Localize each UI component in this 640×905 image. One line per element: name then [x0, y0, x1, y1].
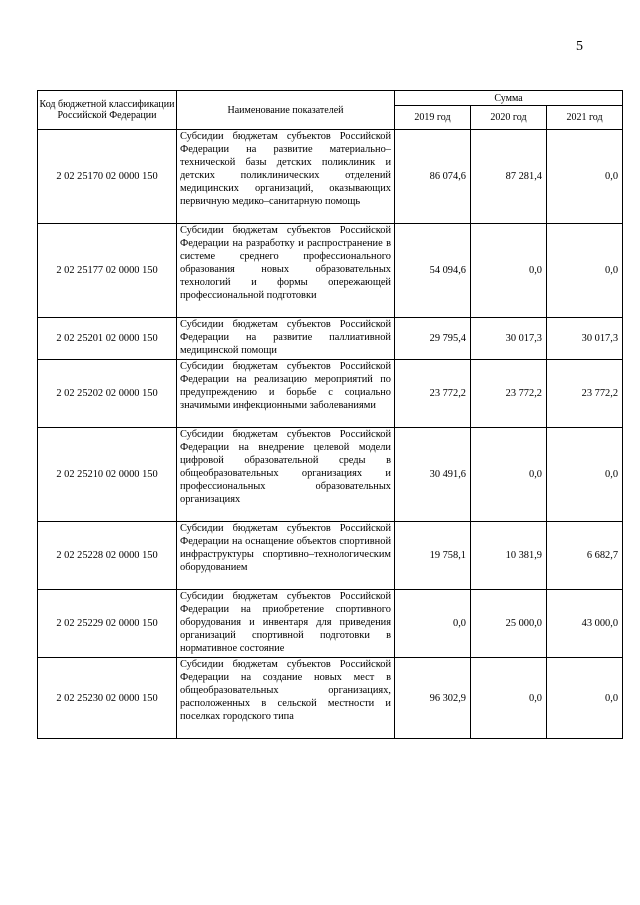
header-name: Наименование показателей [177, 91, 395, 130]
header-year-2021: 2021 год [547, 106, 623, 130]
value-2020: 23 772,2 [471, 360, 547, 428]
value-2019: 96 302,9 [395, 658, 471, 739]
table-row [38, 130, 623, 224]
row-name: Субсидии бюджетам субъектов Российской Федерации на развитие материально–технической базы детских поликлиник и детских поликлинических отделений медицинских организаций, оказывающих первичную медико–санитарную помощь [177, 130, 395, 224]
row-name: Субсидии бюджетам субъектов Российской Федерации на реализацию мероприятий по предупреждению и борьбе с социально значимыми инфекционными заболеваниями [177, 360, 395, 428]
row-code: 2 02 25210 02 0000 150 [38, 428, 177, 522]
table-row [38, 590, 623, 658]
row-code: 2 02 25170 02 0000 150 [38, 130, 177, 224]
table-row [38, 318, 623, 360]
table-row [38, 522, 623, 590]
value-2020: 0,0 [471, 224, 547, 318]
row-code: 2 02 25201 02 0000 150 [38, 318, 177, 360]
row-code: 2 02 25230 02 0000 150 [38, 658, 177, 739]
value-2020: 30 017,3 [471, 318, 547, 360]
value-2021: 30 017,3 [547, 318, 623, 360]
row-name: Субсидии бюджетам субъектов Российской Федерации на оснащение объектов спортивной инфраструктуры спортивно–технологическим оборудованием [177, 522, 395, 590]
table-row [38, 428, 623, 522]
row-name: Субсидии бюджетам субъектов Российской Федерации на разработку и распространение в системе среднего профессионального образования новых образовательных технологий и формы опережающей профессиональной подготовки [177, 224, 395, 318]
value-2021: 0,0 [547, 224, 623, 318]
table-row [38, 658, 623, 739]
value-2021: 0,0 [547, 130, 623, 224]
page-number: 5 [576, 39, 583, 54]
value-2020: 0,0 [471, 428, 547, 522]
row-code: 2 02 25202 02 0000 150 [38, 360, 177, 428]
row-name: Субсидии бюджетам субъектов Российской Федерации на создание новых мест в общеобразовательных организациях, расположенных в сельской местности и поселках городского типа [177, 658, 395, 739]
value-2019: 19 758,1 [395, 522, 471, 590]
value-2020: 87 281,4 [471, 130, 547, 224]
row-code: 2 02 25177 02 0000 150 [38, 224, 177, 318]
value-2020: 10 381,9 [471, 522, 547, 590]
value-2020: 0,0 [471, 658, 547, 739]
table-row [38, 360, 623, 428]
value-2021: 0,0 [547, 658, 623, 739]
row-name: Субсидии бюджетам субъектов Российской Федерации на приобретение спортивного оборудования и инвентаря для приведения организаций спортивной подготовки в нормативное состояние [177, 590, 395, 658]
value-2019: 86 074,6 [395, 130, 471, 224]
value-2021: 23 772,2 [547, 360, 623, 428]
header-year-2020: 2020 год [471, 106, 547, 130]
header-year-2019: 2019 год [395, 106, 471, 130]
value-2019: 23 772,2 [395, 360, 471, 428]
header-code: Код бюджетной классификации Российской Федерации [38, 91, 177, 130]
value-2019: 30 491,6 [395, 428, 471, 522]
value-2019: 54 094,6 [395, 224, 471, 318]
table-row [38, 224, 623, 318]
value-2019: 29 795,4 [395, 318, 471, 360]
row-code: 2 02 25229 02 0000 150 [38, 590, 177, 658]
value-2020: 25 000,0 [471, 590, 547, 658]
value-2021: 6 682,7 [547, 522, 623, 590]
value-2021: 0,0 [547, 428, 623, 522]
value-2021: 43 000,0 [547, 590, 623, 658]
header-sum: Сумма [395, 91, 623, 106]
value-2019: 0,0 [395, 590, 471, 658]
row-code: 2 02 25228 02 0000 150 [38, 522, 177, 590]
row-name: Субсидии бюджетам субъектов Российской Федерации на развитие паллиативной медицинской помощи [177, 318, 395, 360]
row-name: Субсидии бюджетам субъектов Российской Федерации на внедрение целевой модели цифровой образовательной среды в общеобразовательных организациях и профессиональных образовательных организациях [177, 428, 395, 522]
budget-table [37, 90, 623, 739]
